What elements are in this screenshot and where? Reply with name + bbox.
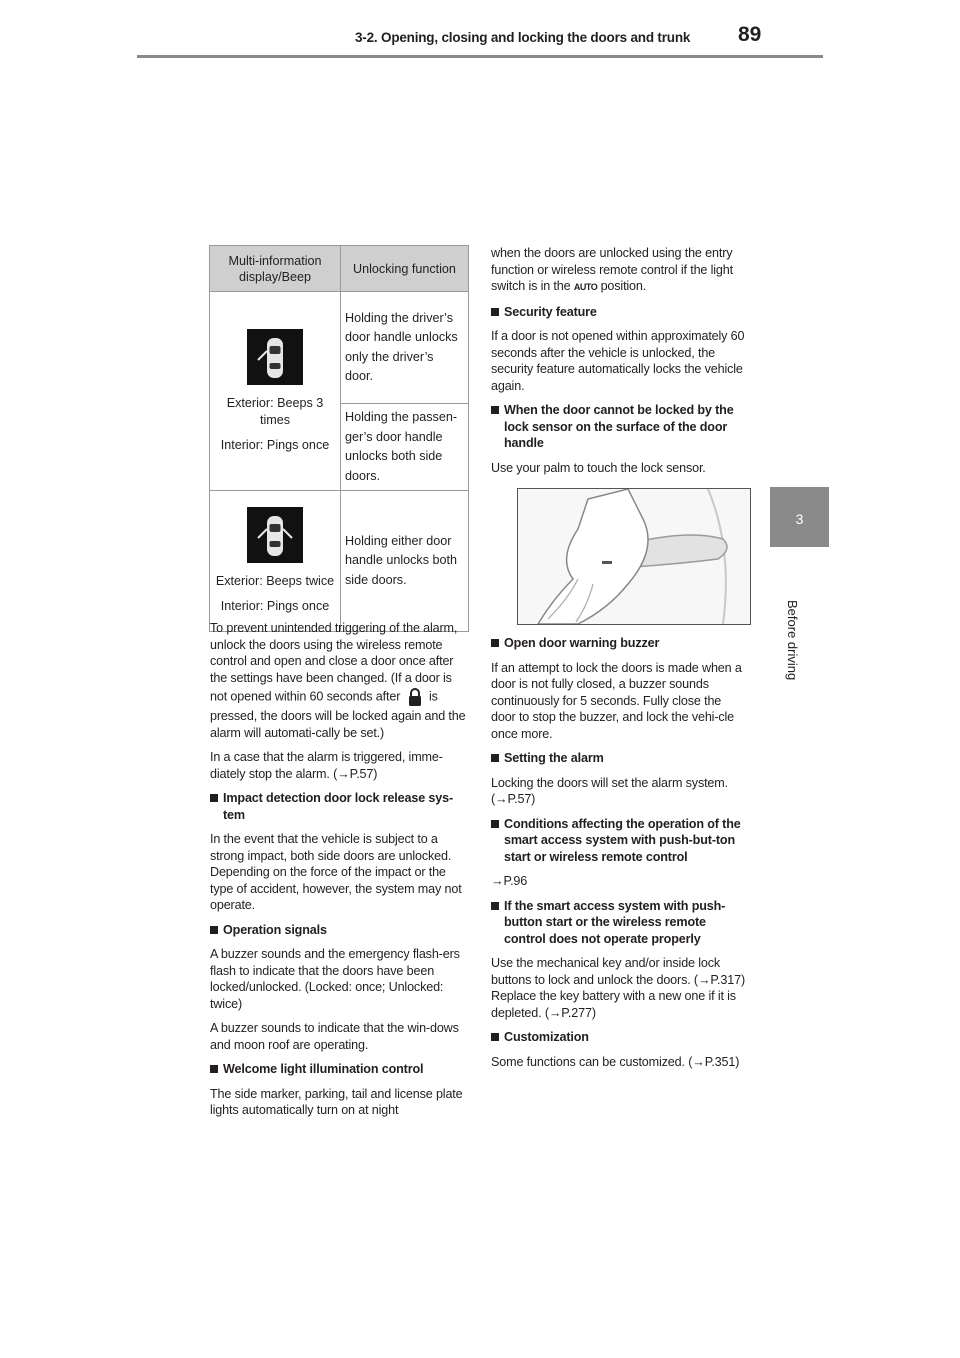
car-both-doors-icon bbox=[247, 507, 303, 563]
text: when the doors are unlocked using the entry function or wireless remote control if the light switch is in the bbox=[491, 246, 733, 293]
section-heading bbox=[491, 635, 749, 652]
car-driver-door-icon bbox=[247, 329, 303, 385]
table-cell-function: Holding the driver’s door handle unlocks only the driver’s door. bbox=[341, 292, 469, 404]
chapter-label: Before driving bbox=[785, 600, 800, 681]
left-column bbox=[210, 620, 468, 1127]
paragraph: →P.96 bbox=[491, 874, 528, 888]
heading-text: Open door warning buzzer bbox=[504, 636, 660, 650]
table-row bbox=[210, 292, 469, 404]
section-heading bbox=[491, 898, 749, 948]
chapter-number: 3 bbox=[795, 511, 804, 527]
section-heading bbox=[491, 304, 749, 321]
square-bullet-icon bbox=[491, 902, 499, 910]
section-heading bbox=[491, 750, 749, 767]
table-cell-function: Holding the passen-ger’s door handle unlocks both side doors. bbox=[341, 404, 469, 491]
section-heading bbox=[210, 790, 468, 823]
square-bullet-icon bbox=[210, 794, 218, 802]
interior-pings: Interior: Pings once bbox=[220, 437, 330, 452]
paragraph: A buzzer sounds to indicate that the win-dows and moon roof are operating. bbox=[210, 1021, 459, 1052]
text: is pressed, the doors will be locked again and the alarm will automati-cally be set.) bbox=[210, 689, 466, 740]
paragraph: A buzzer sounds and the emergency flash-ers flash to indicate that the doors have been locked/unlocked. (Locked: once; Unlocked: twice) bbox=[210, 947, 460, 1011]
heading-text: Setting the alarm bbox=[504, 751, 604, 765]
table-cell-signal bbox=[210, 292, 341, 491]
paragraph: In a case that the alarm is triggered, imme-diately stop the alarm. (→P.57) bbox=[210, 750, 443, 781]
header-rule bbox=[137, 55, 823, 58]
paragraph: In the event that the vehicle is subject to a strong impact, both side doors are unlocked. Depending on the force of the impact or the type of accident, however, the system may not operate. bbox=[210, 832, 462, 912]
page-number: 89 bbox=[738, 23, 762, 46]
heading-text: Security feature bbox=[504, 304, 597, 319]
chapter-tab bbox=[770, 487, 829, 547]
running-header-title: 3-2. Opening, closing and locking the doors and trunk bbox=[355, 30, 691, 45]
section-heading bbox=[491, 816, 749, 866]
square-bullet-icon bbox=[491, 308, 499, 316]
paragraph: Replace the key battery with a new one if it is depleted. (→P.277) bbox=[491, 989, 736, 1020]
lock-sensor-illustration bbox=[517, 488, 751, 625]
table-header-row bbox=[210, 246, 469, 292]
exterior-beeps: Exterior: Beeps twice bbox=[215, 574, 335, 588]
text: To prevent unintended triggering of the alarm, unlock the doors using the wireless remote control and open and close a door once after the settings have been changed. (If a door is not opened within 60 seconds after bbox=[210, 621, 458, 704]
paragraph bbox=[210, 620, 468, 741]
square-bullet-icon bbox=[491, 639, 499, 647]
heading-text: Impact detection door lock release sys-tem bbox=[223, 791, 454, 822]
square-bullet-icon bbox=[491, 820, 499, 828]
section-heading bbox=[491, 402, 749, 452]
auto-light-icon: AUTO bbox=[573, 282, 598, 292]
unlocking-function-table bbox=[209, 245, 469, 632]
square-bullet-icon bbox=[491, 1033, 499, 1041]
paragraph: If a door is not opened within approximately 60 seconds after the vehicle is unlocked, the security feature automatically locks the vehicle again. bbox=[491, 329, 745, 393]
exterior-beeps: Exterior: Beeps 3 times bbox=[226, 395, 324, 427]
right-column bbox=[491, 245, 749, 1078]
table-cell-function: Holding either door handle unlocks both side doors. bbox=[341, 491, 469, 632]
paragraph: Locking the doors will set the alarm system. (→P.57) bbox=[491, 775, 728, 806]
square-bullet-icon bbox=[210, 926, 218, 934]
heading-text: When the door cannot be locked by the lock sensor on the surface of the door handle bbox=[504, 403, 734, 450]
heading-text: Customization bbox=[504, 1030, 589, 1044]
paragraph: Use the mechanical key and/or inside lock buttons to lock and unlock the doors. (→P.317) bbox=[491, 956, 745, 987]
text: position. bbox=[600, 279, 647, 293]
lock-button-icon bbox=[404, 686, 426, 708]
heading-text: Welcome light illumination control bbox=[223, 1062, 424, 1076]
section-heading bbox=[210, 922, 468, 939]
heading-text: Operation signals bbox=[223, 922, 327, 937]
square-bullet-icon bbox=[491, 754, 499, 762]
interior-pings: Interior: Pings once bbox=[220, 599, 330, 613]
section-heading bbox=[210, 1061, 468, 1078]
square-bullet-icon bbox=[210, 1065, 218, 1073]
table-row bbox=[210, 491, 469, 632]
heading-text: If the smart access system with push-button start or the wireless remote control does not operate properly bbox=[504, 898, 726, 946]
table-header-function: Unlocking function bbox=[341, 246, 469, 292]
table-header-display: Multi-information display/Beep bbox=[210, 246, 341, 292]
section-heading bbox=[491, 1029, 749, 1046]
heading-text: Conditions affecting the operation of the smart access system with push-but-ton start or wireless remote control bbox=[504, 816, 741, 864]
paragraph: The side marker, parking, tail and license plate lights automatically turn on at night bbox=[210, 1086, 463, 1117]
square-bullet-icon bbox=[491, 406, 499, 414]
paragraph bbox=[491, 245, 749, 296]
paragraph: Some functions can be customized. (→P.351) bbox=[491, 1054, 740, 1069]
paragraph: If an attempt to lock the doors is made when a door is not fully closed, a buzzer sounds continuously for 5 seconds. Fully close the door to stop the buzzer, and lock the vehi-cle once more. bbox=[491, 660, 742, 741]
paragraph: Use your palm to touch the lock sensor. bbox=[491, 460, 706, 475]
table-cell-signal bbox=[210, 491, 341, 632]
